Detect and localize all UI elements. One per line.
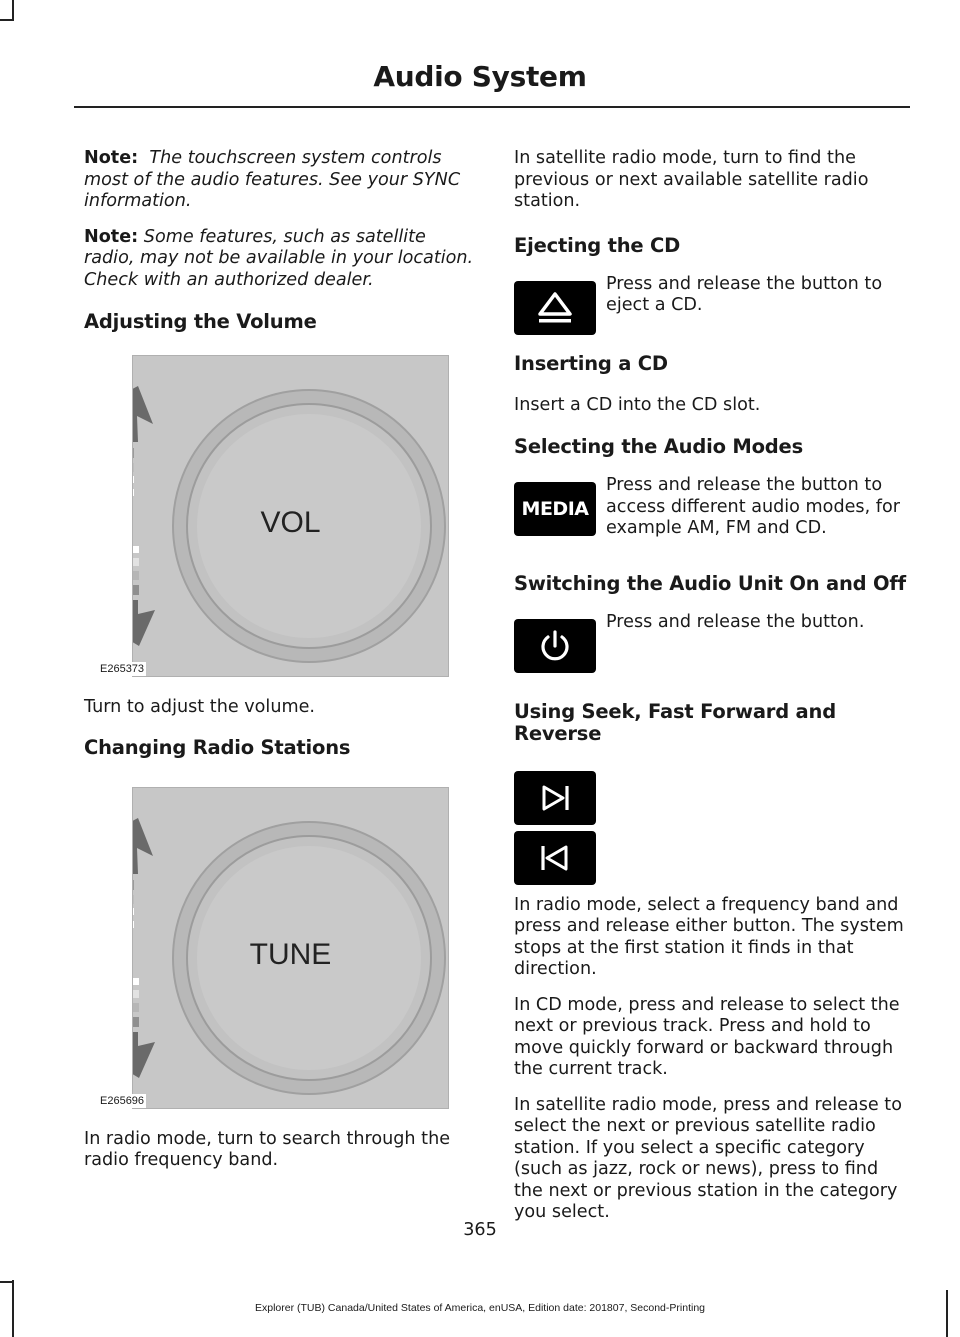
figure-code: E265373 bbox=[100, 663, 145, 675]
heading-audio-modes: Selecting the Audio Modes bbox=[514, 435, 803, 458]
heading-changing-stations: Changing Radio Stations bbox=[84, 735, 351, 759]
seek-cd-text: In CD mode, press and release to select the next or previous track. Press and hold to move quickly forward or backward through the current track. bbox=[514, 994, 900, 1079]
eject-row bbox=[514, 273, 910, 335]
footer-edition: Explorer (TUB) Canada/United States of America, enUSA, Edition date: 201807, Second-Printing bbox=[255, 1302, 705, 1314]
left-column bbox=[84, 148, 480, 1186]
heading-audio-on-off: Switching the Audio Unit On and Off bbox=[514, 571, 906, 595]
note-text: Some features, such as satellite radio, may not be available in your location. Check with an authorized dealer. bbox=[84, 226, 474, 290]
power-row bbox=[514, 611, 910, 673]
insert-text: Insert a CD into the CD slot. bbox=[514, 394, 761, 415]
eject-button-image bbox=[514, 281, 596, 335]
heading-ejecting-cd: Ejecting the CD bbox=[514, 233, 681, 257]
seek-forward-button-image bbox=[514, 771, 596, 825]
note-availability bbox=[84, 227, 480, 292]
media-icon: MEDIA bbox=[521, 498, 589, 520]
volume-knob-figure bbox=[100, 355, 449, 677]
volume-text: Turn to adjust the volume. bbox=[84, 697, 316, 717]
satellite-tune-text: In satellite radio mode, turn to find the previous or next available satellite radio station. bbox=[514, 148, 869, 211]
seek-buttons bbox=[514, 771, 910, 885]
heading-seek: Using Seek, Fast Forward and Reverse bbox=[514, 699, 836, 745]
eject-icon bbox=[535, 291, 575, 325]
tune-knob-figure bbox=[100, 787, 449, 1109]
seek-back-icon bbox=[537, 843, 573, 873]
power-button-image bbox=[514, 619, 596, 673]
arrow-up-icon bbox=[133, 386, 153, 496]
heading-adjusting-volume: Adjusting the Volume bbox=[84, 310, 317, 333]
media-button-image bbox=[514, 482, 596, 536]
note-label: Note: bbox=[84, 148, 139, 168]
note-touchscreen bbox=[84, 148, 480, 213]
crop-mark bbox=[0, 19, 14, 21]
right-column bbox=[514, 148, 910, 1238]
note-text: The touchscreen system controls most of the audio features. See your SYNC information. bbox=[84, 148, 461, 211]
figure-code: E265696 bbox=[100, 1094, 145, 1107]
crop-mark bbox=[12, 0, 14, 20]
power-icon bbox=[537, 628, 573, 664]
crop-mark bbox=[0, 1281, 14, 1283]
media-row bbox=[514, 475, 910, 547]
arrow-up-icon bbox=[133, 818, 153, 928]
page-number: 365 bbox=[463, 1220, 497, 1240]
seek-forward-icon bbox=[537, 783, 573, 813]
knob-label: VOL bbox=[260, 506, 321, 539]
knob-label: TUNE bbox=[249, 937, 332, 971]
eject-text: Press and release the button to eject a CD. bbox=[606, 273, 883, 315]
arrow-down-icon bbox=[133, 546, 155, 646]
power-text: Press and release the button. bbox=[606, 611, 865, 632]
heading-inserting-cd: Inserting a CD bbox=[514, 351, 668, 375]
seek-radio-text: In radio mode, select a frequency band and press and release either button. The system stops at the first station it finds in that direction. bbox=[514, 894, 904, 979]
stations-text: In radio mode, turn to search through the radio frequency band. bbox=[84, 1128, 451, 1170]
seek-satellite-text: In satellite radio mode, press and release to select the next or previous satellite radio station. If you select a specific category (such as jazz, rock or news), press to find the next or previous station in the category you select. bbox=[514, 1094, 902, 1222]
modes-text: Press and release the button to access different audio modes, for example AM, FM and CD. bbox=[606, 475, 900, 538]
page-title: Audio System bbox=[373, 60, 587, 93]
arrow-down-icon bbox=[133, 978, 155, 1078]
seek-back-button-image bbox=[514, 831, 596, 885]
note-label: Note: bbox=[84, 226, 139, 247]
header-divider bbox=[74, 106, 910, 108]
